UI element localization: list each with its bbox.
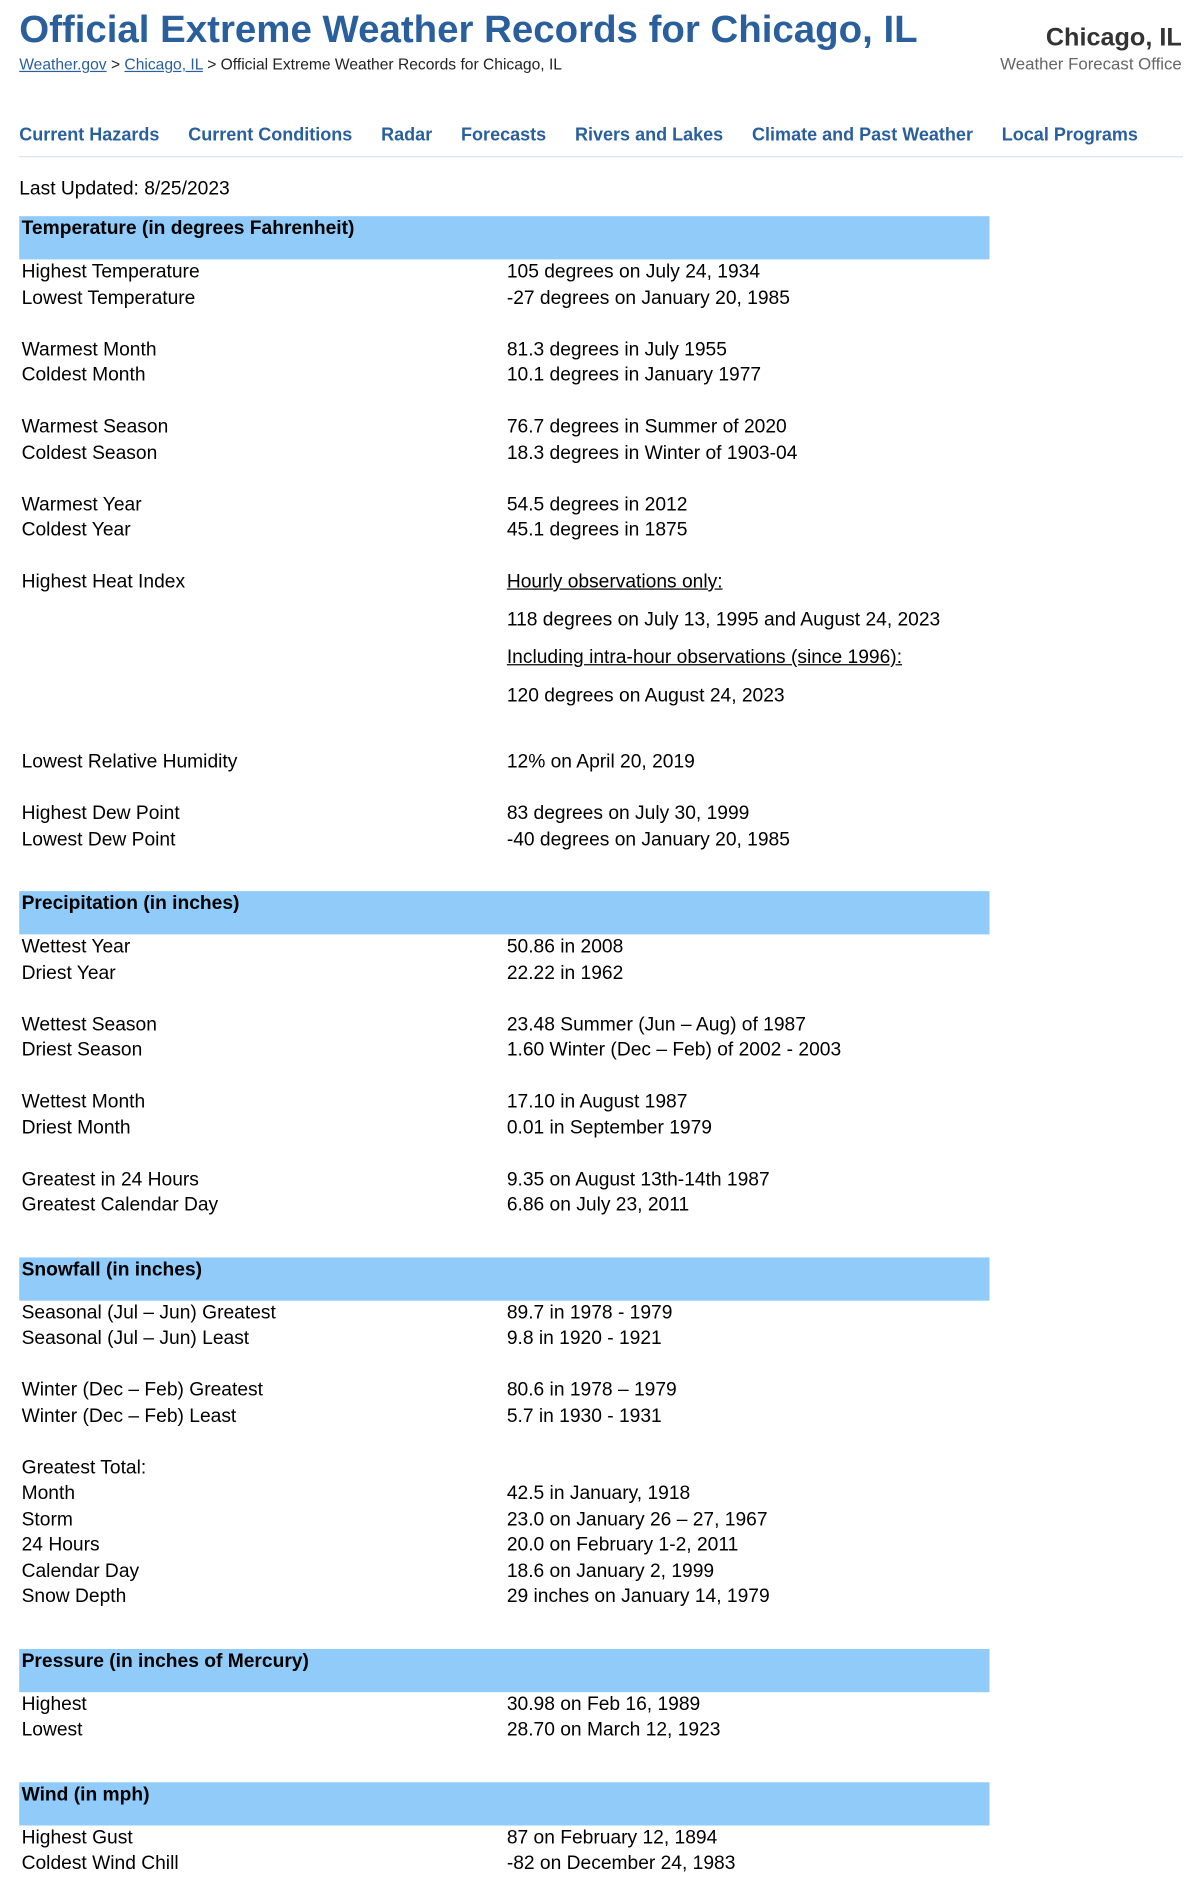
record-row xyxy=(19,801,989,827)
heat-index-intra-value: 120 degrees on August 24, 2023 xyxy=(506,685,785,706)
record-label: Month xyxy=(21,1483,76,1504)
record-row xyxy=(19,1038,989,1064)
heat-index-hourly-value: 118 degrees on July 13, 1995 and August 24, 2023 xyxy=(506,609,941,630)
record-label: Coldest Wind Chill xyxy=(21,1853,179,1874)
record-value: 10.1 degrees in January 1977 xyxy=(506,365,762,386)
record-row xyxy=(19,1300,989,1326)
record-value: 83 degrees on July 30, 1999 xyxy=(506,803,750,824)
record-label: Lowest Dew Point xyxy=(21,829,176,850)
record-row-heat-index xyxy=(19,569,989,708)
section-heading-snowfall: Snowfall (in inches) xyxy=(19,1257,989,1300)
record-label: Coldest Year xyxy=(21,520,131,541)
heat-index-hourly-heading: Hourly observations only: xyxy=(506,571,723,593)
record-value: 45.1 degrees in 1875 xyxy=(506,520,688,541)
record-row xyxy=(19,440,989,466)
record-row xyxy=(19,749,989,775)
record-label: Greatest Calendar Day xyxy=(21,1194,219,1216)
record-label: Greatest in 24 Hours xyxy=(21,1169,199,1190)
record-row xyxy=(19,1012,989,1038)
record-label: Driest Year xyxy=(21,962,116,984)
record-value: 80.6 in 1978 – 1979 xyxy=(506,1379,677,1401)
record-value: 22.22 in 1962 xyxy=(506,962,624,984)
record-value: 81.3 degrees in July 1955 xyxy=(506,339,727,360)
record-value: 5.7 in 1930 - 1931 xyxy=(506,1405,662,1427)
record-row xyxy=(19,1115,989,1141)
record-value: 105 degrees on July 24, 1934 xyxy=(506,261,761,283)
record-label: Lowest xyxy=(21,1719,83,1741)
record-value: 1.60 Winter (Dec – Feb) of 2002 - 2003 xyxy=(506,1040,842,1061)
breadcrumb-separator: > xyxy=(110,55,121,74)
nav-local-programs[interactable]: Local Programs xyxy=(1001,124,1138,146)
record-value: -40 degrees on January 20, 1985 xyxy=(506,829,790,850)
record-value: 30.98 on Feb 16, 1989 xyxy=(506,1694,701,1715)
record-row xyxy=(19,1851,989,1877)
record-row xyxy=(19,1089,989,1115)
section-heading-pressure: Pressure (in inches of Mercury) xyxy=(19,1648,989,1691)
records-content xyxy=(19,216,989,1876)
section-heading-wind: Wind (in mph) xyxy=(19,1782,989,1825)
record-label: Storm xyxy=(21,1509,73,1530)
office-name: Chicago, IL xyxy=(1045,24,1182,52)
record-value: 76.7 degrees in Summer of 2020 xyxy=(506,416,787,438)
record-row xyxy=(19,414,989,440)
record-value: 0.01 in September 1979 xyxy=(506,1117,712,1138)
record-label: Seasonal (Jul – Jun) Greatest xyxy=(21,1302,276,1323)
record-row xyxy=(19,827,989,853)
record-row xyxy=(19,1403,989,1429)
breadcrumb-current: Official Extreme Weather Records for Chicago, IL xyxy=(220,55,562,74)
record-label: Wettest Year xyxy=(21,936,131,958)
record-label: Coldest Month xyxy=(21,365,146,386)
record-value: -27 degrees on January 20, 1985 xyxy=(506,287,790,309)
record-value: 42.5 in January, 1918 xyxy=(506,1483,691,1504)
record-value: 9.35 on August 13th-14th 1987 xyxy=(506,1169,770,1190)
nav-forecasts[interactable]: Forecasts xyxy=(461,124,547,146)
breadcrumb-separator: > xyxy=(207,55,217,74)
record-label: Snow Depth xyxy=(21,1586,127,1607)
record-label: Highest Dew Point xyxy=(21,803,180,824)
record-value: 9.8 in 1920 - 1921 xyxy=(506,1328,662,1349)
office-block xyxy=(1000,24,1182,73)
breadcrumb-home-link[interactable]: Weather.gov xyxy=(19,55,107,74)
record-row xyxy=(19,259,989,285)
record-label: Driest Season xyxy=(21,1040,143,1061)
record-row xyxy=(19,1532,989,1558)
record-value-group xyxy=(507,569,990,708)
nav-climate-past-weather[interactable]: Climate and Past Weather xyxy=(752,124,973,146)
breadcrumb-office-link[interactable]: Chicago, IL xyxy=(124,55,203,74)
header xyxy=(0,0,1201,84)
record-label: Wettest Month xyxy=(21,1091,146,1113)
record-value: 28.70 on March 12, 1923 xyxy=(506,1719,721,1741)
record-row xyxy=(19,1692,989,1718)
record-value: 12% on April 20, 2019 xyxy=(506,751,695,773)
record-label: Wettest Season xyxy=(21,1014,157,1035)
record-label: Winter (Dec – Feb) Least xyxy=(21,1405,237,1427)
record-label: Highest Temperature xyxy=(21,261,200,283)
office-subtitle: Weather Forecast Office xyxy=(1000,54,1182,74)
record-row xyxy=(19,363,989,389)
section-heading-precipitation: Precipitation (in inches) xyxy=(19,891,989,934)
record-value: 6.86 on July 23, 2011 xyxy=(506,1194,690,1216)
record-value: -82 on December 24, 1983 xyxy=(506,1853,736,1874)
record-row xyxy=(19,1481,989,1507)
record-row xyxy=(19,1717,989,1743)
section-heading-temperature: Temperature (in degrees Fahrenheit) xyxy=(19,216,989,259)
nav-rivers-and-lakes[interactable]: Rivers and Lakes xyxy=(574,124,724,146)
record-label: Greatest Total: xyxy=(21,1457,147,1478)
record-label: Coldest Season xyxy=(21,442,158,463)
record-row xyxy=(19,285,989,311)
record-value: 17.10 in August 1987 xyxy=(506,1091,688,1113)
record-label: Warmest Year xyxy=(21,494,142,515)
record-row xyxy=(19,960,989,986)
record-row xyxy=(19,1584,989,1610)
page-title: Official Extreme Weather Records for Chicago, IL xyxy=(19,7,918,51)
record-value: 87 on February 12, 1894 xyxy=(506,1827,718,1848)
record-row xyxy=(19,1326,989,1352)
record-label: Calendar Day xyxy=(21,1560,140,1582)
record-value: 18.3 degrees in Winter of 1903-04 xyxy=(506,442,798,463)
record-label: Highest Gust xyxy=(21,1827,133,1848)
record-label: Seasonal (Jul – Jun) Least xyxy=(21,1328,250,1349)
record-value: 54.5 degrees in 2012 xyxy=(506,494,688,515)
record-row xyxy=(19,337,989,363)
record-label: Highest xyxy=(21,1694,87,1715)
record-value: 20.0 on February 1-2, 2011 xyxy=(506,1534,739,1556)
record-label: 24 Hours xyxy=(21,1534,100,1556)
record-row xyxy=(19,1507,989,1533)
record-label: Warmest Month xyxy=(21,339,157,360)
record-row xyxy=(19,1558,989,1584)
last-updated: Last Updated: 8/25/2023 xyxy=(19,178,230,200)
record-row xyxy=(19,1455,989,1481)
record-label: Warmest Season xyxy=(21,416,169,438)
record-label: Highest Heat Index xyxy=(21,571,186,593)
record-value: 50.86 in 2008 xyxy=(506,936,624,958)
record-value: 29 inches on January 14, 1979 xyxy=(506,1586,770,1607)
record-label: Lowest Relative Humidity xyxy=(21,751,238,773)
record-row xyxy=(19,934,989,960)
record-label: Winter (Dec – Feb) Greatest xyxy=(21,1379,263,1401)
heat-index-intra-heading: Including intra-hour observations (since 1996): xyxy=(506,647,903,668)
record-value: 23.48 Summer (Jun – Aug) of 1987 xyxy=(506,1014,806,1035)
nav-radar[interactable]: Radar xyxy=(381,124,433,146)
nav-current-hazards[interactable]: Current Hazards xyxy=(19,124,160,146)
record-value: 23.0 on January 26 – 27, 1967 xyxy=(506,1509,768,1530)
record-row xyxy=(19,518,989,544)
record-label: Driest Month xyxy=(21,1117,131,1138)
record-row xyxy=(19,1193,989,1219)
nav-current-conditions[interactable]: Current Conditions xyxy=(188,124,353,146)
record-row xyxy=(19,1167,989,1193)
record-row xyxy=(19,492,989,518)
record-label: Lowest Temperature xyxy=(21,287,196,309)
record-value: 89.7 in 1978 - 1979 xyxy=(506,1302,673,1323)
breadcrumb xyxy=(19,55,562,73)
record-value: 18.6 on January 2, 1999 xyxy=(506,1560,715,1582)
record-row xyxy=(19,1825,989,1851)
main-nav xyxy=(19,125,1183,157)
record-row xyxy=(19,1378,989,1404)
